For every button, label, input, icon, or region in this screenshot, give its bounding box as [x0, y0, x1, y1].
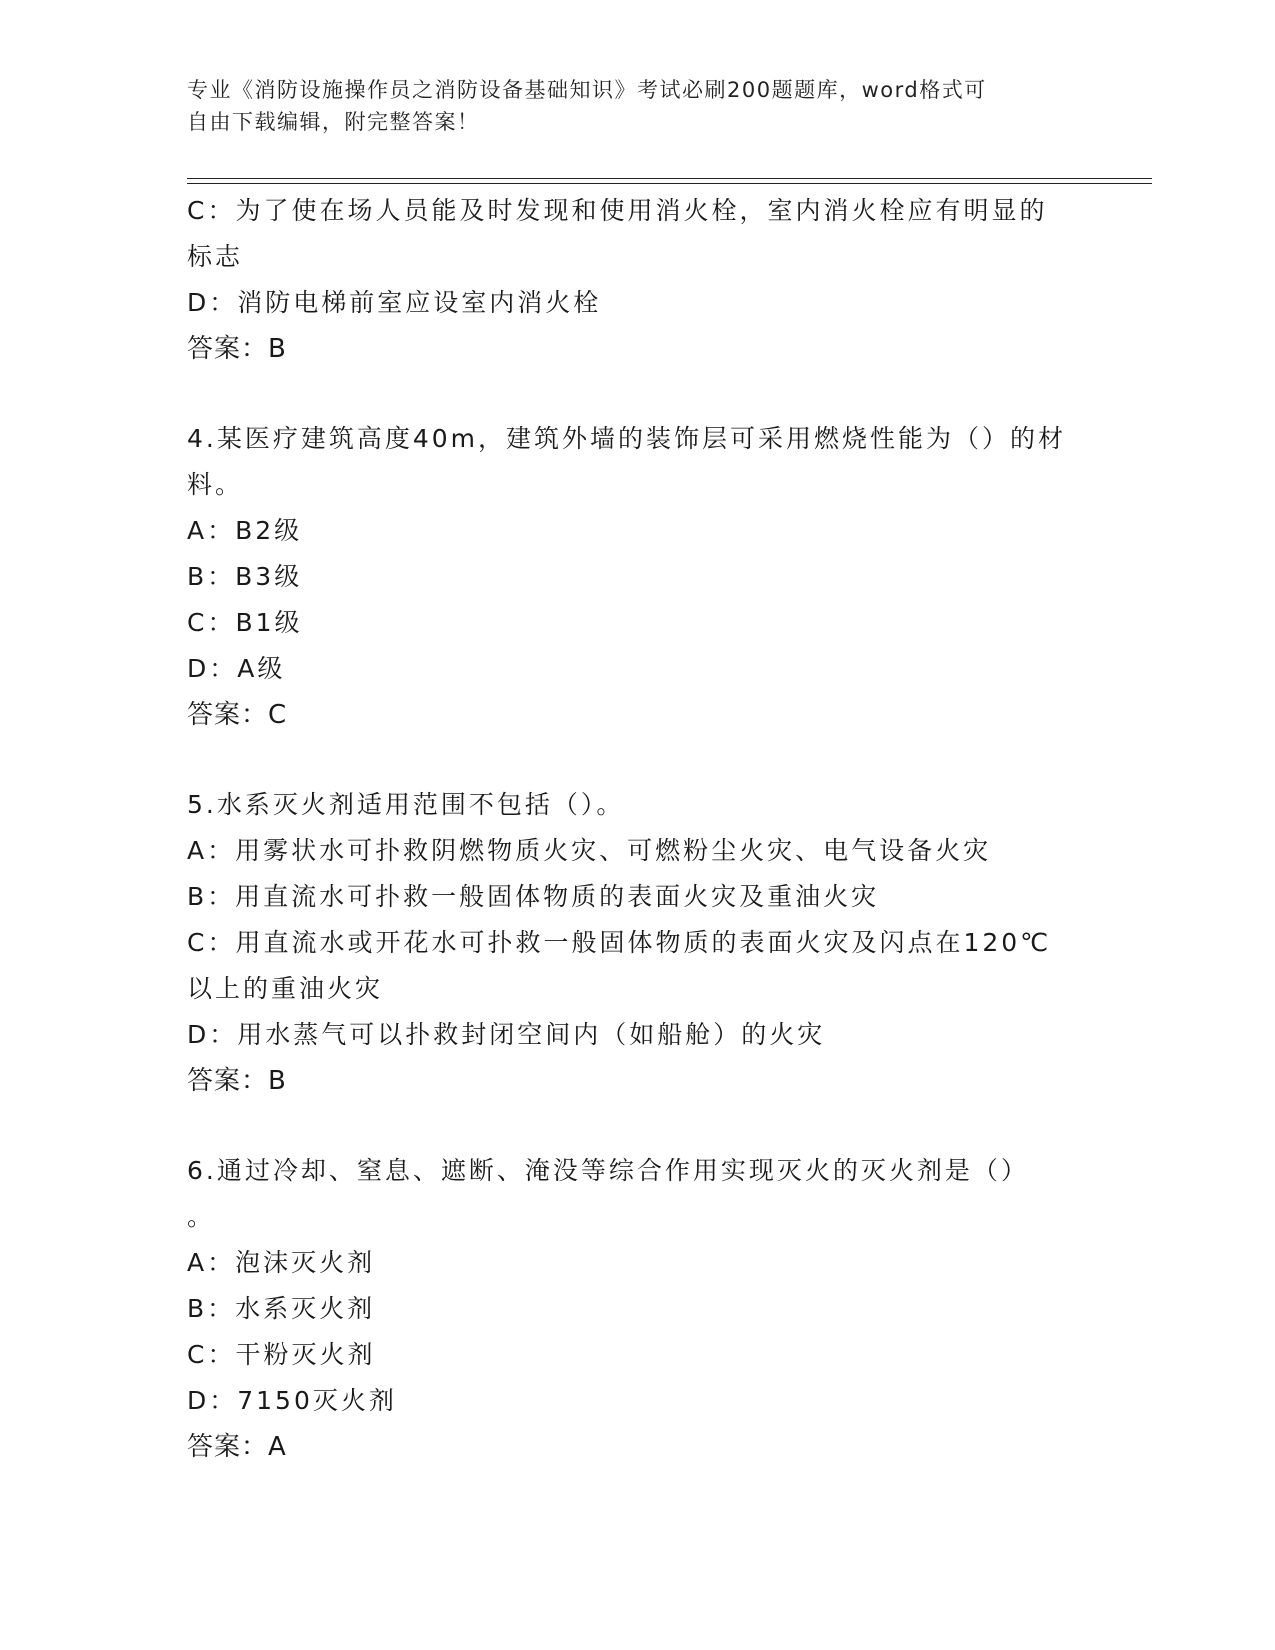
header-rule-top: [187, 178, 1152, 179]
question-text-continued: 料。: [187, 470, 244, 499]
header-line-1: 专业《消防设施操作员之消防设备基础知识》考试必刷200题题库，word格式可: [187, 78, 987, 102]
option-b: B：B3级: [187, 562, 303, 591]
spacer: [187, 372, 1087, 416]
header-rule-bottom: [187, 183, 1152, 184]
answer: 答案：B: [187, 1066, 287, 1096]
option-d: D：消防电梯前室应设室内消火栓: [187, 288, 602, 317]
header-line-2: 自由下载编辑，附完整答案！: [187, 110, 480, 134]
option-a: A：B2级: [187, 516, 303, 545]
answer: 答案：A: [187, 1432, 287, 1462]
option-d: D：7150灭火剂: [187, 1386, 397, 1415]
spacer: [187, 738, 1087, 782]
option-d: D：A级: [187, 654, 286, 683]
option-a: A：泡沫灭火剂: [187, 1248, 376, 1277]
option-c-continued: 标志: [187, 242, 244, 271]
document-header: [187, 74, 1067, 138]
question-3: [187, 188, 1087, 372]
question-text: 6.通过冷却、窒息、遮断、淹没等综合作用实现灭火的灭火剂是（）: [187, 1156, 1029, 1185]
option-c: C：为了使在场人员能及时发现和使用消火栓，室内消火栓应有明显的: [187, 196, 1048, 225]
spacer: [187, 1104, 1087, 1148]
document-body: [187, 188, 1087, 1470]
option-c-continued: 以上的重油火灾: [187, 974, 384, 1003]
option-d: D：用水蒸气可以扑救封闭空间内（如船舱）的火灾: [187, 1020, 826, 1049]
question-6: [187, 1148, 1087, 1470]
question-4: [187, 416, 1087, 738]
option-a: A：用雾状水可扑救阴燃物质火灾、可燃粉尘火灾、电气设备火灾: [187, 836, 992, 865]
option-c: C：干粉灭火剂: [187, 1340, 376, 1369]
question-text-continued: 。: [187, 1202, 216, 1231]
option-c: C：用直流水或开花水可扑救一般固体物质的表面火灾及闪点在120℃: [187, 928, 1052, 957]
option-b: B：用直流水可扑救一般固体物质的表面火灾及重油火灾: [187, 882, 880, 911]
question-5: [187, 782, 1087, 1104]
question-text: 4.某医疗建筑高度40m，建筑外墙的装饰层可采用燃烧性能为（）的材: [187, 424, 1067, 453]
answer: 答案：C: [187, 700, 288, 730]
option-c: C：B1级: [187, 608, 303, 637]
question-text: 5.水系灭火剂适用范围不包括（）。: [187, 790, 625, 819]
answer: 答案：B: [187, 334, 287, 364]
option-b: B：水系灭火剂: [187, 1294, 376, 1323]
